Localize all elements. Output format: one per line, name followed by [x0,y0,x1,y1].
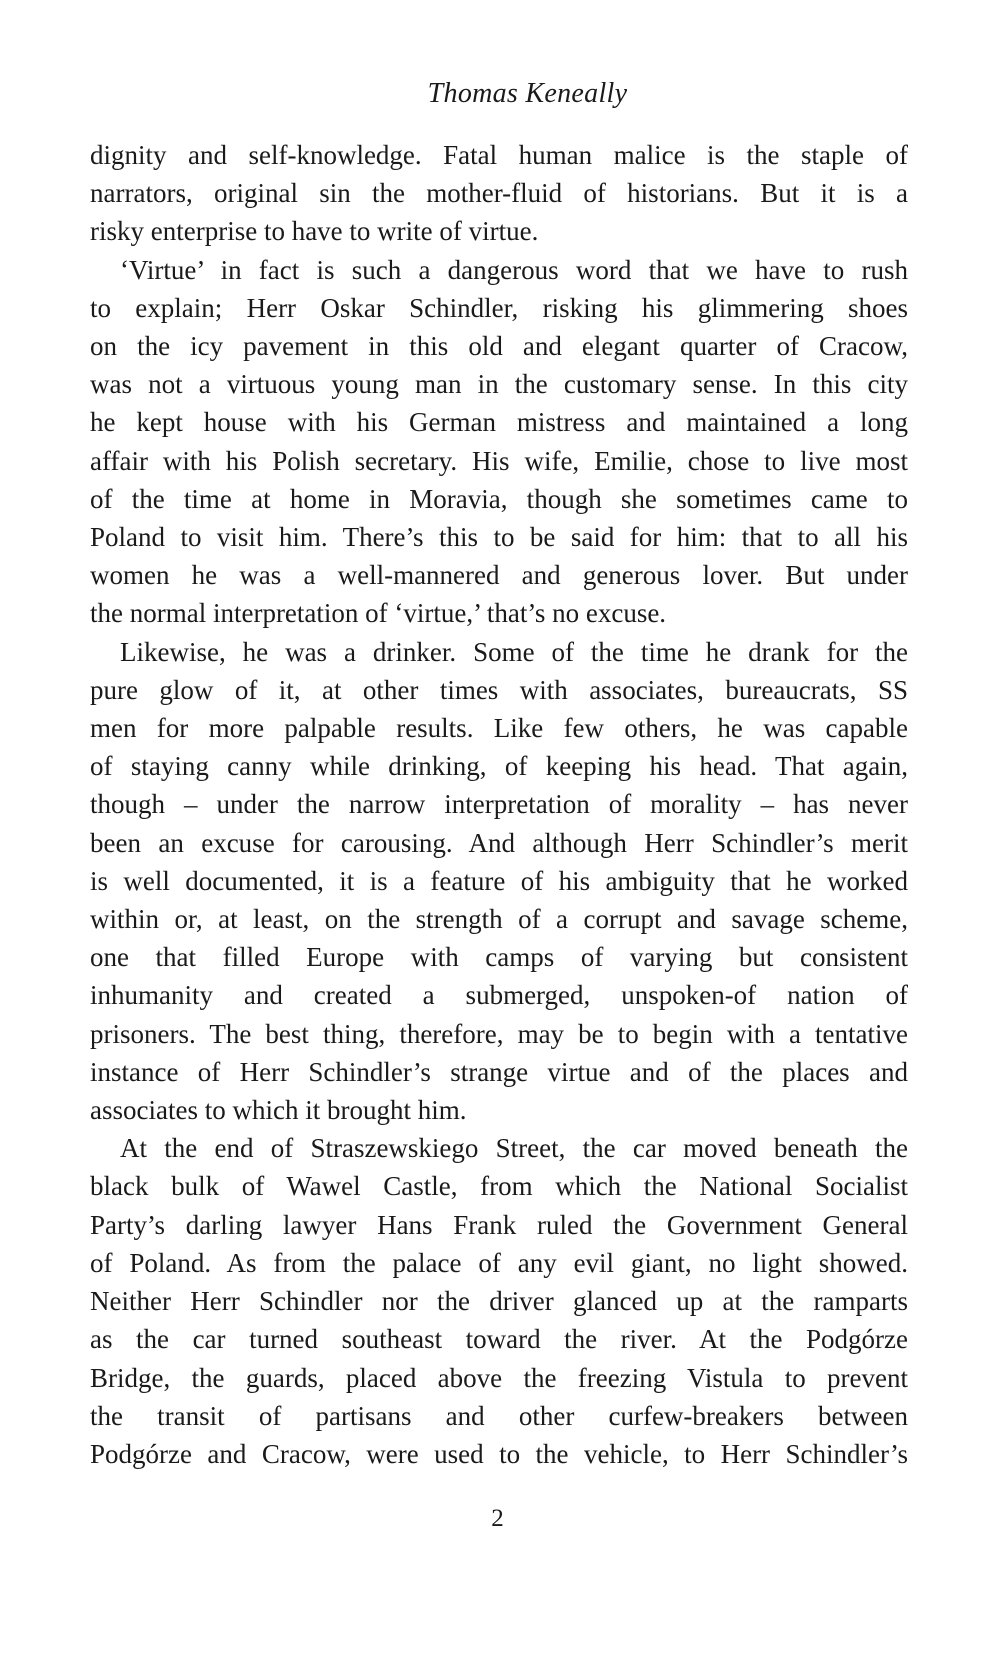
text-line: Bridge, the guards, placed above the freezing Vistula to prevent [90,1362,908,1393]
text-line: he kept house with his German mistress and maintained a long [90,407,908,438]
text-line: men for more palpable results. Like few others, he was capable [90,713,908,744]
text-line: of staying canny while drinking, of keeping his head. That again, [90,751,908,782]
text-line: though – under the narrow interpretation of morality – has never [90,789,908,820]
text-line: affair with his Polish secretary. His wife, Emilie, chose to live most [90,445,908,476]
text-line: of the time at home in Moravia, though she sometimes came to [90,483,908,514]
text-line: risky enterprise to have to write of virtue. [90,216,539,247]
text-line: Podgórze and Cracow, were used to the vehicle, to Herr Schindler’s [90,1438,908,1469]
paragraph [90,633,908,1130]
text-line: of Poland. As from the palace of any evil giant, no light showed. [90,1247,908,1278]
text-line: instance of Herr Schindler’s strange virtue and of the places and [90,1056,908,1087]
paragraph [90,1129,908,1473]
text-line: Poland to visit him. There’s this to be said for him: that to all his [90,522,908,553]
text-line: on the icy pavement in this old and elegant quarter of Cracow, [90,331,908,362]
text-line: Likewise, he was a drinker. Some of the time he drank for the [120,636,908,667]
text-line: associates to which it brought him. [90,1095,467,1126]
text-line: to explain; Herr Oskar Schindler, risking his glimmering shoes [90,292,908,323]
paragraph [90,251,908,633]
page-number: 2 [491,1505,504,1532]
paragraph [90,136,908,251]
text-line: inhumanity and created a submerged, unspoken-of nation of [90,980,908,1011]
text-line: Party’s darling lawyer Hans Frank ruled the Government General [90,1209,908,1240]
text-line: prisoners. The best thing, therefore, may be to begin with a tentative [90,1018,908,1049]
text-line: At the end of Straszewskiego Street, the car moved beneath the [120,1133,908,1164]
body-text [90,136,908,1473]
text-line: pure glow of it, at other times with associates, bureaucrats, SS [90,674,908,705]
text-line: dignity and self-knowledge. Fatal human malice is the staple of [90,140,908,170]
text-line: black bulk of Wawel Castle, from which the National Socialist [90,1171,908,1202]
text-line: within or, at least, on the strength of a corrupt and savage scheme, [90,904,908,935]
text-line: women he was a well-mannered and generous lover. But under [90,560,908,591]
text-line: been an excuse for carousing. And although Herr Schindler’s merit [90,827,908,858]
text-line: Neither Herr Schindler nor the driver glanced up at the ramparts [90,1286,908,1317]
text-line: is well documented, it is a feature of his ambiguity that he worked [90,865,908,896]
text-line: the transit of partisans and other curfew-breakers between [90,1400,908,1431]
text-line: the normal interpretation of ‘virtue,’ that’s no excuse. [90,598,667,629]
text-line: was not a virtuous young man in the customary sense. In this city [90,369,908,400]
running-head: Thomas Keneally [427,78,628,109]
text-line: as the car turned southeast toward the river. At the Podgórze [90,1324,908,1355]
text-line: ‘Virtue’ in fact is such a dangerous word that we have to rush [120,254,908,285]
text-line: narrators, original sin the mother-fluid of historians. But it is a [90,178,908,209]
text-line: one that filled Europe with camps of varying but consistent [90,942,908,973]
